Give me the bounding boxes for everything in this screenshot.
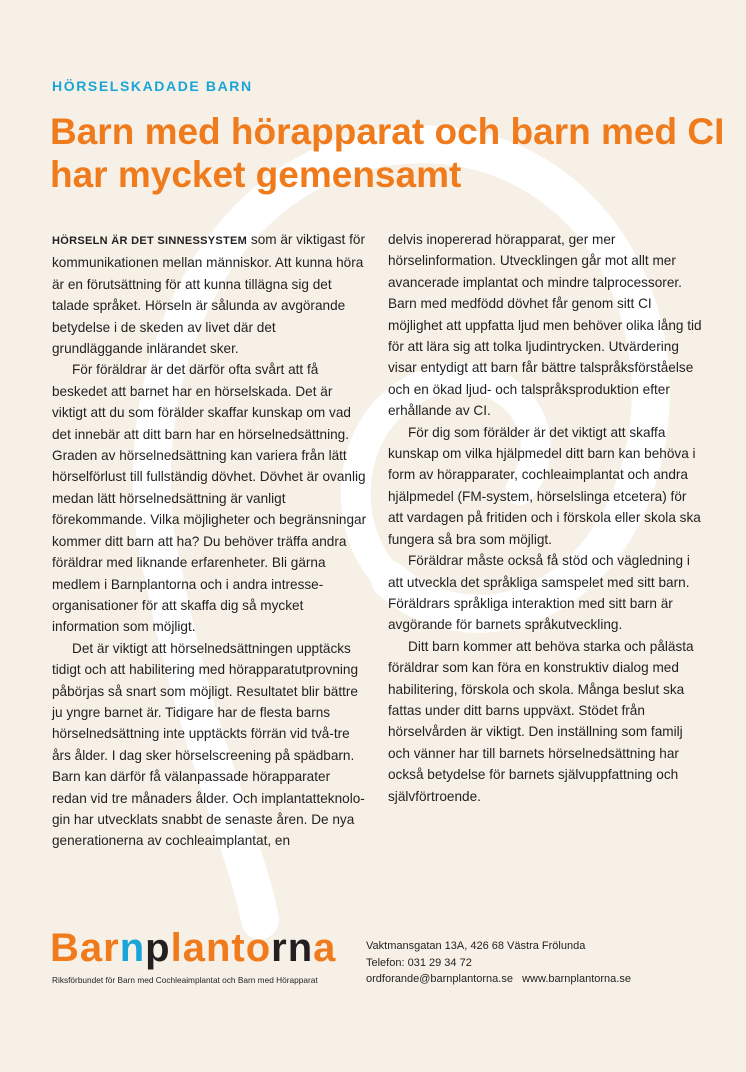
logo-text-1: Bar: [50, 926, 120, 970]
paragraph-continued: delvis inopererad hörapparat, ger mer hörselinformation. Utvecklingen går mot allt mer avancerade implantat och mindre talprocessorer. Barn med medfödd dövhet får genom sitt CI möjlighet att uppfatta ljud men behöver olika lång tid för att lära sig att tolka ljudintrycken. Utvärdering visar entydigt att barn får bättre talspråksförståelse och en ökad ljud- och talspråksproduktion efter erhållande av CI.: [388, 232, 702, 419]
paragraph: Föräldrar måste också få stöd och vägledning i att utveckla det språkliga samspelet med sitt barn. Föräldrars språkliga interaktion med sitt barn är avgörande för barnets språkutveckling.: [388, 553, 690, 633]
lead-in: HÖRSELN ÄR DET SINNESSYSTEM: [52, 235, 248, 247]
website-link[interactable]: www.barnplantorna.se: [522, 973, 631, 985]
contact-block: [366, 938, 631, 988]
paragraph: För dig som förälder är det viktigt att skaffa kunskap om vilka hjälpmedel ditt barn kan behöva i form av hörapparater, cochleaimplantat och andra hjälpmedel (FM-system, hörselslinga etcetera) för att vardagen på fritiden och i förskola eller skola ska fungera så bra som möjligt.: [388, 424, 701, 547]
logo-text-4: lanto: [170, 926, 272, 970]
address: Vaktmansgatan 13A, 426 68 Västra Frölunda: [366, 940, 586, 952]
barnplantorna-logo: [50, 926, 336, 970]
article-headline: Barn med hörapparat och barn med CI har mycket gemensamt: [50, 111, 725, 195]
paragraph-intro: [52, 229, 368, 359]
logo-tagline: Riksförbundet för Barn med Cochleaimplantat och Barn med Hörapparat: [52, 975, 318, 985]
paragraph: För föräldrar är det därför ofta svårt att få beskedet att barnet har en hörselskada. Det är viktigt att du som förälder skaffar kunskap om vad det innebär att ditt barn har en hörselnedsättning. Graden av hörselnedsättning kan variera från lätt hörselförlust till fullständig dövhet. Dövhet är ovanlig medan lätt hörselnedsättning är vanligt förekommande. Vilka möjligheter och begränsningar kommer ditt barn att ha? Du behöver träffa andra föräldrar med liknande erfarenheter. Bli gärna medlem i Barnplantorna och i andra intresseorganisationer för att skaffa dig så mycket information som möjligt.: [52, 362, 367, 635]
article-column-right: [388, 229, 704, 807]
contact-links: [366, 971, 631, 988]
paragraph: Det är viktigt att hörselnedsättningen upptäcks tidigt och att habilitering med hörapparatutprovning påbörjas så snart som möjligt. Resultatet blir bättre ju yngre barnet är. Tidigare har de flesta barns hörselnedsättning inte upptäckts förrän vid två-tre års ålder. I dag sker hörselscreening på spädbarn. Barn kan därför få välanpassade hörapparater redan vid tre månaders ålder. Och implantatteknologin har utvecklats snabbt de senaste åren. De nya generationerna av cochleaimplantat, en: [52, 640, 365, 849]
phone: Telefon: 031 29 34 72: [366, 956, 472, 969]
logo-text-6: a: [313, 926, 337, 970]
section-kicker: HÖRSELSKADADE BARN: [52, 78, 253, 94]
logo-text-2: n: [119, 926, 146, 970]
paragraph-intro-text: som är viktigast för kommunikationen mellan människor. Att kunna höra är en förutsättning för att kunna tillägna sig det talade språket. Hörseln är sålunda av avgörande betydelse i de skeden av livet där det grundläggande inlärandet sker.: [52, 232, 365, 357]
paragraph: Ditt barn kommer att behöva starka och pålästa föräldrar som kan föra en konstruktiv dialog med habilitering, förskola och skola. Många beslut ska fattas under ditt barns uppväxt. Stödet från hörselvården är viktigt. Den inställning som familj och vänner har till barnets hörselnedsättning har också betydelse för barnets självuppfattning och självförtroende.: [388, 638, 694, 804]
article-column-left: [52, 229, 368, 852]
logo-text-3: p: [145, 926, 171, 970]
logo-text-5: rn: [271, 926, 314, 970]
email-link[interactable]: ordforande@barnplantorna.se: [366, 973, 513, 985]
